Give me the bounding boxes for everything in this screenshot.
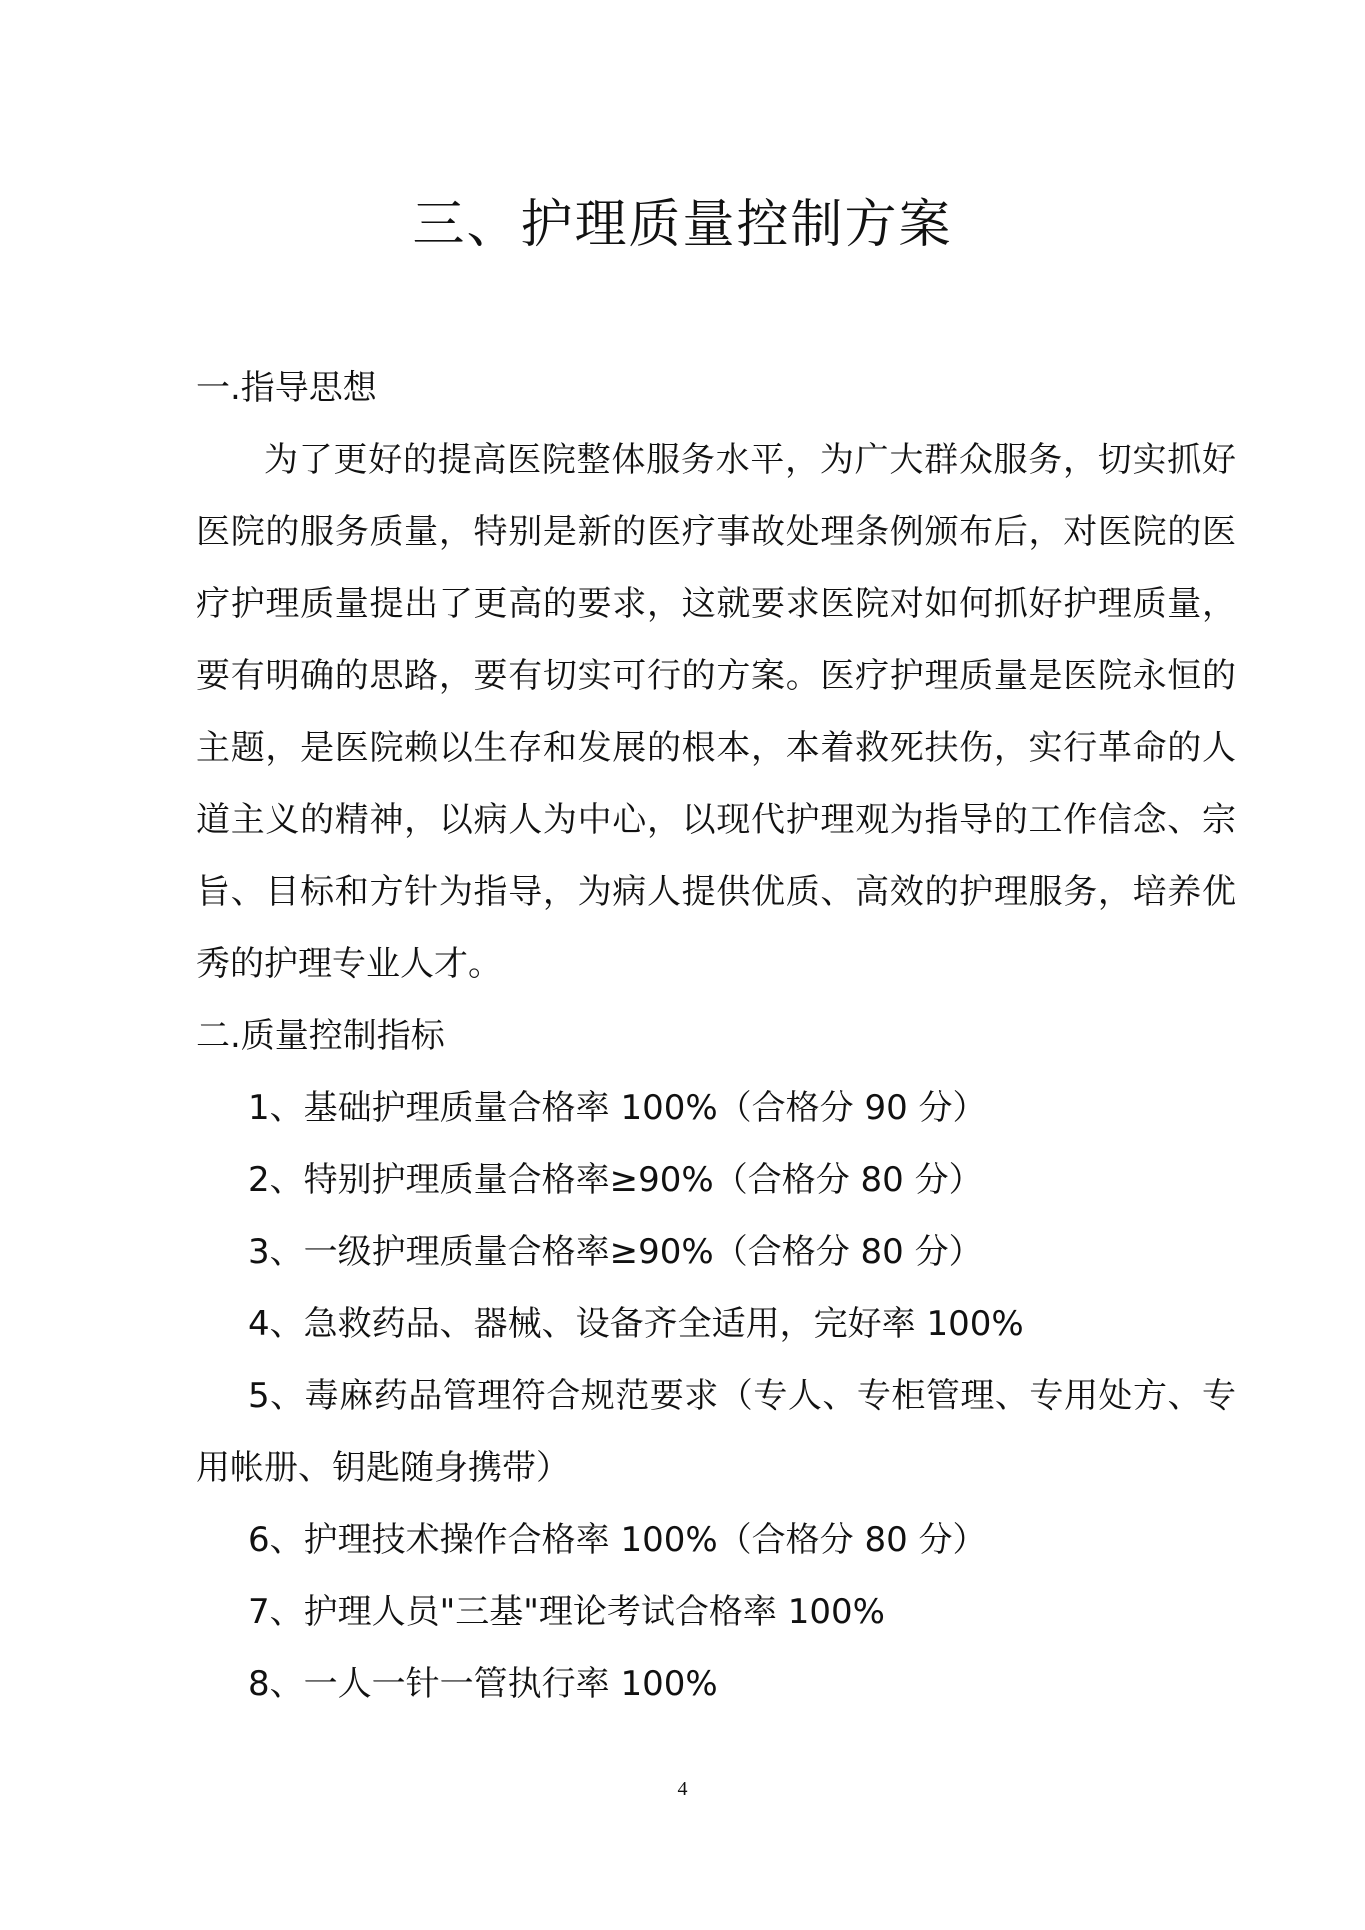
indicator-list: [196, 1072, 1236, 1720]
document-title: 三、护理质量控制方案: [412, 195, 953, 255]
list-item: 8、一人一针一管执行率 100%: [248, 1664, 718, 1704]
section-heading: 二.质量控制指标: [196, 1016, 445, 1056]
list-item: 6、护理技术操作合格率 100%（合格分 80 分）: [248, 1520, 987, 1560]
list-item: 3、一级护理质量合格率≥90%（合格分 80 分）: [248, 1232, 983, 1272]
section-guiding-ideology: [196, 352, 1236, 1000]
list-item: 4、急救药品、器械、设备齐全适用，完好率 100%: [248, 1304, 1024, 1344]
body-paragraph: 为了更好的提高医院整体服务水平，为广大群众服务，切实抓好医院的服务质量，特别是新的医疗事故处理条例颁布后，对医院的医疗护理质量提出了更高的要求，这就要求医院对如何抓好护理质量，要有明确的思路，要有切实可行的方案。医疗护理质量是医院永恒的主题，是医院赖以生存和发展的根本，本着救死扶伤，实行革命的人道主义的精神，以病人为中心，以现代护理观为指导的工作信念、宗旨、目标和方针为指导，为病人提供优质、高效的护理服务，培养优秀的护理专业人才。: [196, 440, 1236, 984]
list-item: 1、基础护理质量合格率 100%（合格分 90 分）: [248, 1088, 987, 1128]
list-item: 2、特别护理质量合格率≥90%（合格分 80 分）: [248, 1160, 983, 1200]
section-quality-indicators: [196, 1000, 1236, 1720]
list-item: 5、毒麻药品管理符合规范要求（专人、专柜管理、专用处方、专用帐册、钥匙随身携带）: [196, 1376, 1236, 1488]
section-heading: 一.指导思想: [196, 368, 377, 408]
page-number: 4: [677, 1778, 688, 1800]
list-item: 7、护理人员"三基"理论考试合格率 100%: [248, 1592, 885, 1632]
document-body: [196, 352, 1236, 1720]
